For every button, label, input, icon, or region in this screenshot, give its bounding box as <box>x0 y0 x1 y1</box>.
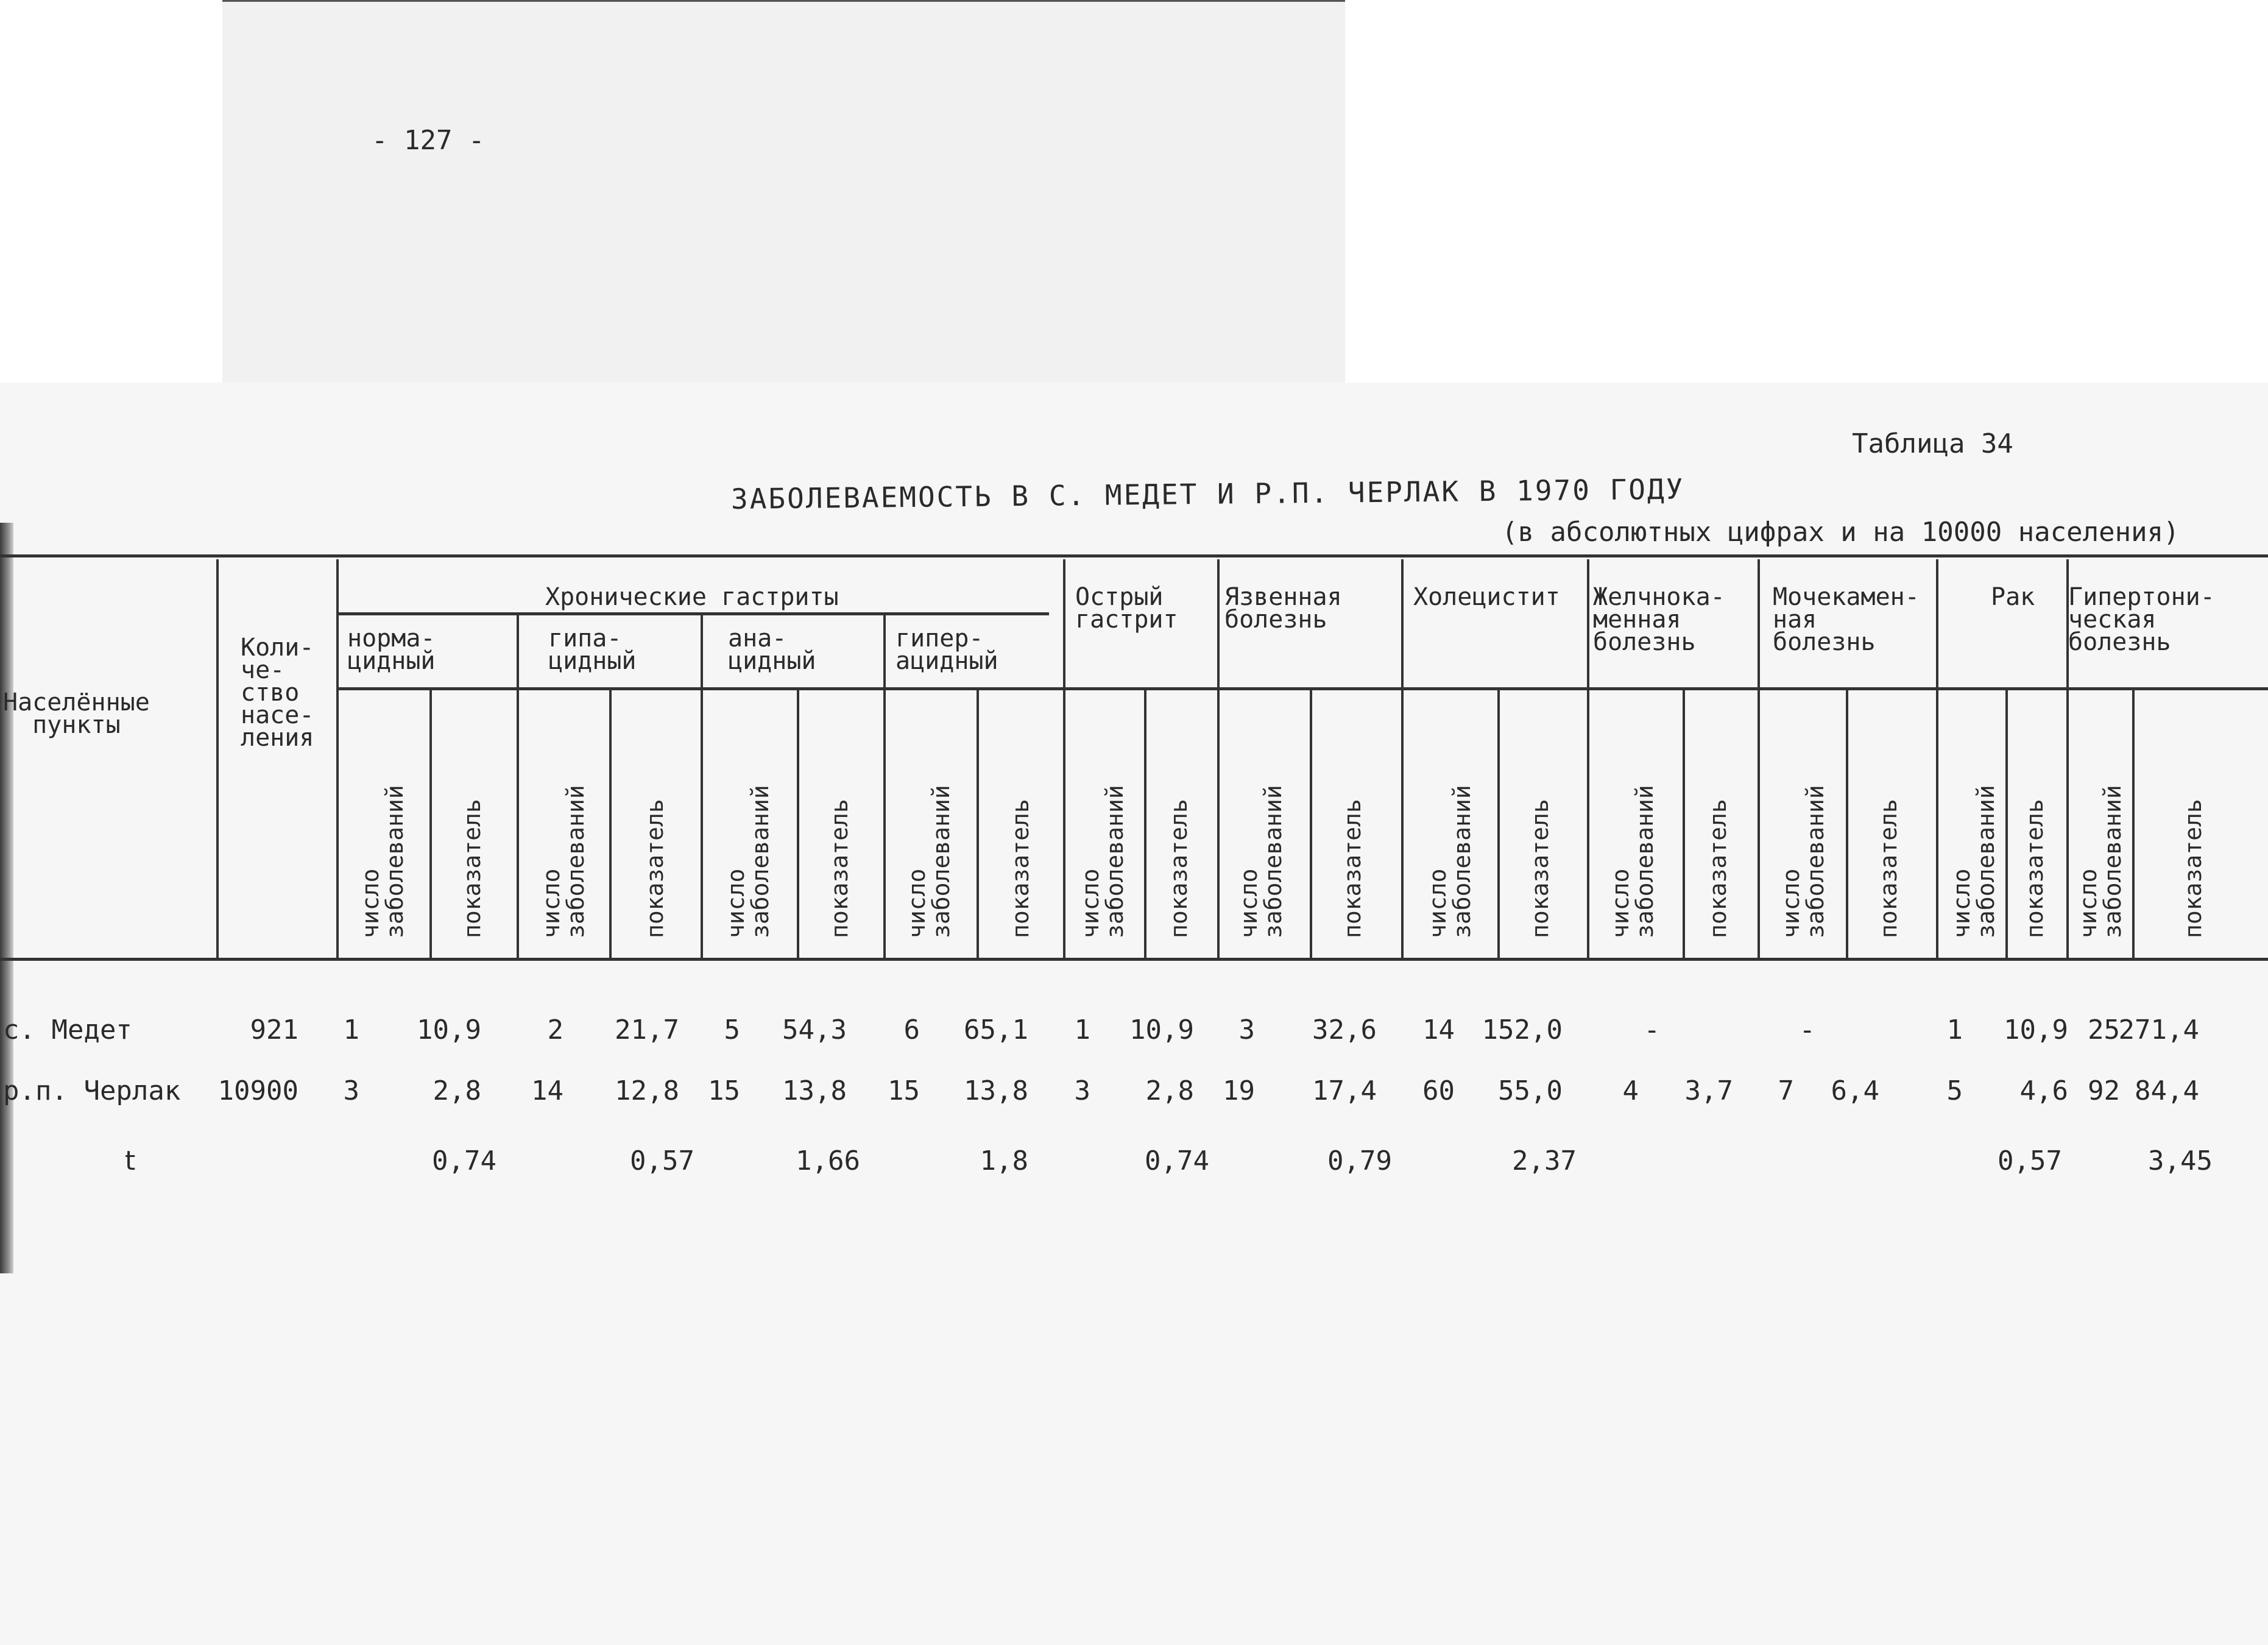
subgroup-border-0 <box>517 612 519 958</box>
header-hypacid: гипа- цидный <box>548 624 637 675</box>
subheader-cases <box>1078 701 1127 938</box>
cell-cases: - <box>1799 1014 1815 1045</box>
scan-background-main <box>0 383 2268 1645</box>
subheader-label: показатель <box>1339 799 1366 938</box>
table-title: ЗАБОЛЕВАЕМОСТЬ В С. МЕДЕТ И Р.П. ЧЕРЛАК В 1970 ГОДУ <box>730 472 1685 515</box>
subheader-label: показатель <box>459 799 486 938</box>
cell-cases: 15 <box>708 1075 740 1106</box>
t-value: 0,74 <box>1145 1145 1209 1176</box>
subheader-label: число заболеваний <box>1607 785 1658 938</box>
subheader-label: число заболеваний <box>722 785 774 938</box>
cell-cases: 14 <box>1422 1014 1455 1045</box>
pair-divider-2 <box>797 687 799 958</box>
subheader-rate <box>2022 701 2047 938</box>
t-value: 2,37 <box>1512 1145 1577 1176</box>
row-settlement-name: с. Медет <box>3 1014 132 1045</box>
pair-divider-10 <box>2132 687 2135 958</box>
subheader-rate <box>2181 701 2205 938</box>
subheader-rate <box>1340 701 1365 938</box>
chronic-gastritis-divider <box>336 612 1049 615</box>
cell-rate: 3,7 <box>1684 1075 1733 1106</box>
t-value: 1,66 <box>796 1145 860 1176</box>
cell-cases: 5 <box>724 1014 740 1045</box>
pair-divider-1 <box>609 687 612 958</box>
cell-rate: 54,3 <box>782 1014 847 1045</box>
group-border-3 <box>1217 559 1220 958</box>
cell-cases: 14 <box>531 1075 563 1106</box>
subheader-label: число заболеваний <box>1235 785 1287 938</box>
header-ulcer: Язвенная болезнь <box>1224 583 1342 634</box>
cell-rate: 2,8 <box>1145 1075 1194 1106</box>
pair-divider-6 <box>1497 687 1500 958</box>
cell-cases: 2 <box>547 1014 563 1045</box>
cell-rate: 10,9 <box>1129 1014 1194 1045</box>
header-cholecystitis: Холецистит <box>1413 583 1560 611</box>
cell-cases: 3 <box>343 1075 359 1106</box>
subheader-rate <box>1528 701 1552 938</box>
header-acute-gastritis: Острый гастрит <box>1075 583 1178 634</box>
header-hyperacid: гипер- ацидный <box>896 624 998 675</box>
cell-rate: 13,8 <box>782 1075 847 1106</box>
cell-rate: 32,6 <box>1312 1014 1377 1045</box>
subheader-cases <box>1237 701 1285 938</box>
cell-cases: 5 <box>1946 1075 1963 1106</box>
page-top-edge <box>222 0 1345 2</box>
cell-rate: 65,1 <box>964 1014 1028 1045</box>
subheader-rate <box>1167 701 1191 938</box>
subgroup-border-2 <box>883 612 886 958</box>
header-settlements: Населённые пункты <box>3 688 150 739</box>
cell-cases: 25 <box>2088 1014 2120 1045</box>
group-border-5 <box>1587 559 1589 958</box>
group-border-7 <box>1936 559 1938 958</box>
subheader-label: число заболеваний <box>1424 785 1475 938</box>
header-cancer: Рак <box>1991 583 2035 611</box>
subheader-cases <box>2076 701 2125 938</box>
cell-rate: 271,4 <box>2118 1014 2199 1045</box>
header-normacid: норма- цидный <box>347 624 436 675</box>
table-top-border <box>0 554 2268 557</box>
cell-cases: 19 <box>1223 1075 1255 1106</box>
subheader-label: показатель <box>1875 799 1902 938</box>
subheader-rate <box>827 701 852 938</box>
subheader-label: число заболеваний <box>2075 785 2126 938</box>
cell-rate: 84,4 <box>2135 1075 2199 1106</box>
subheader-label: число заболеваний <box>903 785 955 938</box>
subheader-label: показатель <box>1007 799 1034 938</box>
cell-cases: 92 <box>2088 1075 2120 1106</box>
page-number: - 127 - <box>372 125 485 156</box>
header-gallstone: Желчнока- менная болезнь <box>1593 583 1725 656</box>
subheader-label: показатель <box>826 799 853 938</box>
cell-rate: 55,0 <box>1498 1075 1563 1106</box>
row-population: 10900 <box>217 1075 299 1106</box>
header-anacid: ана- цидный <box>728 624 816 675</box>
t-value: 0,74 <box>432 1145 496 1176</box>
cell-rate: 2,8 <box>433 1075 481 1106</box>
cell-cases: 4 <box>1622 1075 1639 1106</box>
subheader-cases <box>358 701 407 938</box>
pair-divider-3 <box>977 687 979 958</box>
subheader-cases <box>539 701 588 938</box>
cell-cases: 1 <box>1946 1014 1963 1045</box>
group-border-2 <box>1063 559 1065 958</box>
subheader-rate <box>643 701 667 938</box>
cell-rate: 10,9 <box>2004 1014 2068 1045</box>
subheader-cases <box>1949 701 1998 938</box>
subheader-label: показатель <box>2021 799 2048 938</box>
cell-cases: 7 <box>1778 1075 1794 1106</box>
subheader-rate <box>1008 701 1033 938</box>
subheader-label: число заболеваний <box>1778 785 1829 938</box>
cell-cases: - <box>1644 1014 1660 1045</box>
pair-divider-5 <box>1310 687 1312 958</box>
subheader-label: показатель <box>1527 799 1553 938</box>
subheader-label: показатель <box>1165 799 1192 938</box>
pair-divider-9 <box>2005 687 2008 958</box>
subheader-label: число заболеваний <box>1077 785 1128 938</box>
subheader-divider <box>336 687 2268 690</box>
row-population: 921 <box>250 1014 299 1045</box>
subgroup-border-1 <box>701 612 703 958</box>
cell-rate: 17,4 <box>1312 1075 1377 1106</box>
subheader-label: показатель <box>1705 799 1731 938</box>
header-urolithiasis: Мочекамен- ная болезнь <box>1773 583 1920 656</box>
cell-cases: 60 <box>1422 1075 1455 1106</box>
cell-cases: 3 <box>1238 1014 1255 1045</box>
subheader-label: число заболеваний <box>357 785 408 938</box>
subheader-label: число заболеваний <box>1948 785 1999 938</box>
pair-divider-0 <box>429 687 432 958</box>
subheader-cases <box>1779 701 1828 938</box>
binding-shadow <box>0 523 13 1273</box>
cell-rate: 152,0 <box>1482 1014 1563 1045</box>
t-label: t <box>125 1145 136 1176</box>
cell-cases: 15 <box>888 1075 920 1106</box>
cell-rate: 10,9 <box>417 1014 481 1045</box>
cell-rate: 6,4 <box>1831 1075 1879 1106</box>
t-value: 0,57 <box>1998 1145 2062 1176</box>
group-border-0 <box>216 559 219 958</box>
pair-divider-4 <box>1144 687 1146 958</box>
subheader-rate <box>460 701 484 938</box>
t-value: 0,57 <box>630 1145 694 1176</box>
group-border-1 <box>336 559 339 958</box>
subheader-rate <box>1706 701 1730 938</box>
subheader-label: число заболеваний <box>538 785 589 938</box>
table-caption: Таблица 34 <box>1852 428 2013 459</box>
cell-rate: 21,7 <box>615 1014 679 1045</box>
subheader-cases <box>905 701 953 938</box>
cell-cases: 3 <box>1074 1075 1090 1106</box>
subheader-cases <box>1425 701 1474 938</box>
t-value: 3,45 <box>2148 1145 2213 1176</box>
row-settlement-name: р.п. Черлак <box>3 1075 181 1106</box>
subheader-cases <box>1608 701 1657 938</box>
t-value: 1,8 <box>980 1145 1028 1176</box>
header-population: Коли- че- ство насе- ления <box>241 634 314 752</box>
subheader-label: показатель <box>641 799 668 938</box>
header-hypertension: Гипертони- ческая болезнь <box>2068 583 2215 656</box>
group-border-6 <box>1758 559 1760 958</box>
subheader-label: показатель <box>2180 799 2206 938</box>
cell-cases: 1 <box>343 1014 359 1045</box>
t-value: 0,79 <box>1327 1145 1392 1176</box>
scan-background-top <box>222 0 1345 383</box>
cell-rate: 13,8 <box>964 1075 1028 1106</box>
cell-rate: 4,6 <box>2019 1075 2068 1106</box>
group-border-4 <box>1401 559 1404 958</box>
subheader-rate <box>1876 701 1901 938</box>
header-bottom-border <box>0 958 2268 961</box>
cell-cases: 1 <box>1074 1014 1090 1045</box>
subheader-cases <box>724 701 772 938</box>
pair-divider-7 <box>1683 687 1685 958</box>
cell-cases: 6 <box>903 1014 920 1045</box>
cell-rate: 12,8 <box>615 1075 679 1106</box>
header-chronic-gastritis: Хронические гастриты <box>545 583 839 611</box>
table-subtitle: (в абсолютных цифрах и на 10000 населения) <box>1502 517 2180 548</box>
pair-divider-8 <box>1846 687 1848 958</box>
